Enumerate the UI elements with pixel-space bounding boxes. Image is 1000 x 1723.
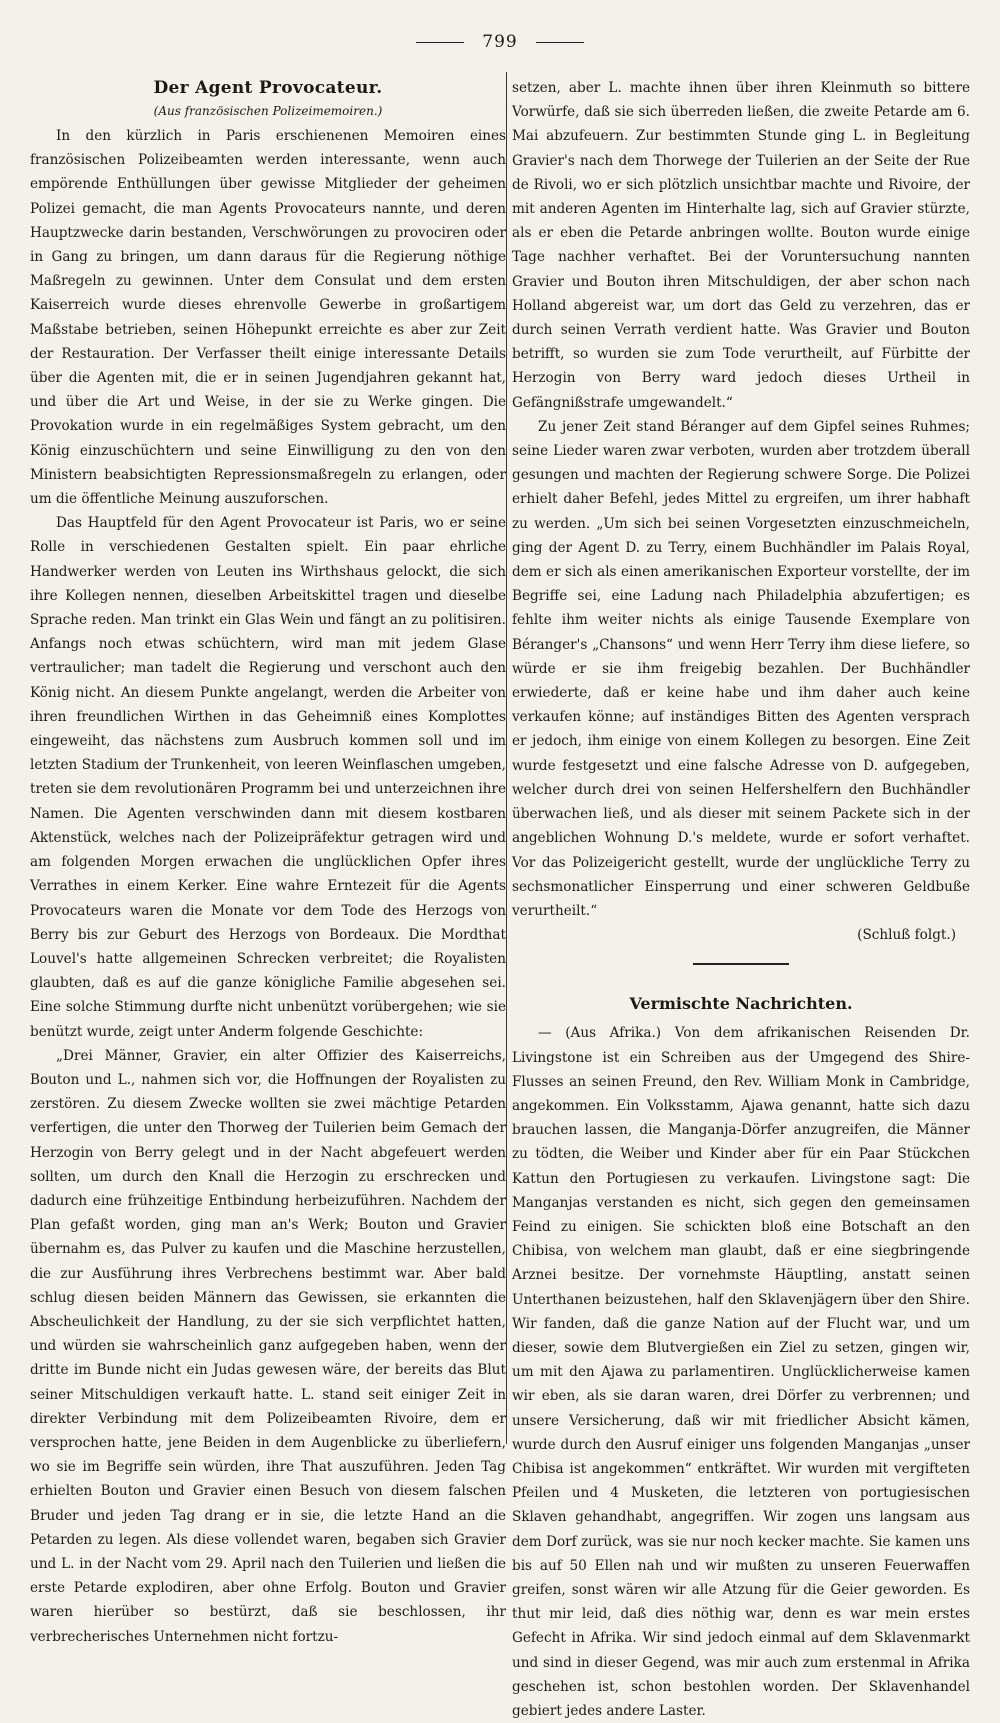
article-title: Der Agent Provocateur. <box>153 78 383 98</box>
page-number: 799 <box>482 32 518 52</box>
article-paragraph: In den kürzlich in Paris erschienenen Memoiren eines französischen Polizeibeamten werden interessante, wenn auch empörende Enthüllungen über gewisse Mitglieder der geheimen Polizei gemacht, die man Agents Provocateurs nannte, und deren Hauptzwecke darin bestanden, Verschwörungen zu provociren oder in Gang zu bringen, um dann daraus für die Regierung nöthige Maßregeln zu gewinnen. Unter dem Consulat und dem ersten Kaiserreich wurde dieses ehrenvolle Gewerbe in großartigem Maßstabe betrieben, seinen Höhepunkt erreichte es aber zur Zeit der Restauration. Der Verfasser theilt einige interessante Details über die Agenten mit, die er in seinen Jugendjahren gekannt hat, und über die Art und Weise, in der sie zu Werke gingen. Die Provokation wurde in ein regelmäßiges System gebracht, um den König einzuschüchtern und seine Einwilligung zu den von den Ministern beabsichtigten Repressionsmaßregeln zu erlangen, oder um die öffentliche Meinung auszuforschen. <box>30 128 506 508</box>
news-paragraph: — (Aus Afrika.) Von dem afrikanischen Reisenden Dr. Livingstone ist ein Schreiben aus der Umgegend des Shire-Flusses an seinen Freund, den Rev. William Monk in Cambridge, angekommen. Ein Volksstamm, Ajawa genannt, hatte sich dazu brauchen lassen, die Manganja-Dörfer anzugreifen, die Männer zu tödten, die Weiber und Kinder aber für ein Paar Stückchen Kattun den Portugiesen zu verkaufen. Livingstone sagt: Die Manganjas verstanden es nicht, sich gegen den gemeinsamen Feind zu einigen. Sie schickten bloß eine Botschaft an den Chibisa, von welchem man glaubt, daß er eine siegbringende Arznei besitze. Der vornehmste Häuptling, anstatt seinen Unterthanen beizustehen, half den Sklavenjägern über den Shire. Wir fanden, daß die ganze Nation auf der Flucht war, und um dieser, sowie dem Blutvergießen ein Ziel zu setzen, gingen wir, um mit den Ajawa zu parlamentiren. Unglücklicherweise kamen wir eben, als sie daran waren, drei Dörfer zu verbrennen; und unsere Versicherung, daß wir mit friedlicher Absicht kämen, wurde durch den Ausruf einiger uns folgenden Manganjas „unser Chibisa ist angekommen“ entkräftet. Wir wurden mit vergifteten Pfeilen und 4 Musketen, die letzteren von portugiesischen Sklaven gehandhabt, angegriffen. Wir zogen uns langsam aus dem Dorf zurück, was sie nur noch kecker machte. Sie kamen uns bis auf 50 Ellen nah und wir mußten zu unseren Feuerwaffen greifen, sonst wären wir alle Atzung für die Geier geworden. Es thut mir leid, daß dies nöthig war, denn es war mein erstes Gefecht in Afrika. Wir sind jedoch einmal auf dem Sklavenmarkt und sind in dieser Gegend, was mir auch zum erstenmal in Afrika geschehen ist, schon bestohlen worden. Der Sklavenhandel gebiert jedes andere Laster. <box>512 1025 970 1719</box>
page-header <box>0 30 1000 54</box>
column-divider <box>506 72 507 1444</box>
left-column <box>30 76 506 1649</box>
header-rule-right <box>536 42 584 43</box>
article-paragraph: Das Hauptfeld für den Agent Provocateur ist Paris, wo er seine Rolle in verschiedenen Gestalten spielt. Ein paar ehrliche Handwerker werden von Leuten ins Wirthshaus gelockt, die sich ihre Kollegen nennen, dieselben Arbeitskittel tragen und dieselbe Sprache reden. Man trinkt ein Glas Wein und fängt an zu politisiren. Anfangs noch etwas schüchtern, wird man mit jedem Glase vertraulicher; man tadelt die Regierung und verschont auch den König nicht. An diesem Punkte angelangt, werden die Arbeiter von ihren freundlichen Wirthen in das Geheimniß eines Komplottes eingeweiht, das nächstens zum Ausbruch kommen soll und im letzten Stadium der Trunkenheit, von leeren Weinflaschen umgeben, treten sie dem revolutionären Programm bei und unterzeichnen ihre Namen. Die Agenten verschwinden dann mit diesem kostbaren Aktenstück, welches nach der Polizeipräfektur getragen wird und am folgenden Morgen erwachen die unglücklichen Opfer ihres Verrathes in einem Kerker. Eine wahre Erntezeit für die Agents Provocateurs waren die Monate vor dem Tode des Herzogs von Berry bis zur Geburt des Herzogs von Bordeaux. Die Mordthat Louvel's hatte allgemeinen Schrecken verbreitet; die Royalisten glaubten, daß es auf die ganze königliche Familie abgesehen sei. Eine solche Stimmung durfte nicht unbenützt vorübergehen; wie sie benützt wurde, zeigt unter Anderm folgende Geschichte: <box>30 515 506 1040</box>
section-divider <box>693 963 789 965</box>
continued-note-row <box>512 923 970 947</box>
right-column <box>512 76 970 1723</box>
header-rule-left <box>416 42 464 43</box>
section-title: Vermischte Nachrichten. <box>629 994 853 1014</box>
article-subtitle: (Aus französischen Polizeimemoiren.) <box>153 104 383 118</box>
continued-note: (Schluß folgt.) <box>857 927 956 944</box>
article-paragraph: Zu jener Zeit stand Béranger auf dem Gipfel seines Ruhmes; seine Lieder waren zwar verboten, wurden aber trotzdem überall gesungen und machten der Regierung schwere Sorge. Die Polizei erhielt daher Befehl, jedes Mittel zu ergreifen, um ihrer habhaft zu werden. „Um sich bei seinen Vorgesetzten einzuschmeicheln, ging der Agent D. zu Terry, einem Buchhändler im Palais Royal, dem er sich als einen amerikanischen Exporteur vorstellte, der im Begriffe sei, eine Ladung nach Philadelphia abzufertigen; es fehlte ihm weiter nichts als einige Tausende Exemplare von Béranger's „Chansons“ und wenn Herr Terry ihm diese liefere, so würde er sie ihm freigebig bezahlen. Der Buchhändler erwiederte, daß er keine habe und ihm daher auch keine verkaufen könne; auf inständiges Bitten des Agenten versprach er jedoch, ihm einige von einem Kollegen zu besorgen. Eine Zeit wurde festgesetzt und eine falsche Adresse von D. aufgegeben, welcher durch drei von seinen Helfershelfern den Buchhändler überwachen ließ, und als dieser mit seinem Packete sich in der angeblichen Wohnung D.'s meldete, wurde er sofort verhaftet. Vor das Polizeigericht gestellt, wurde der unglückliche Terry zu sechsmonatlicher Einsperrung und einer schweren Geldbuße verurtheilt.“ <box>512 418 970 919</box>
article-paragraph-continued: setzen, aber L. machte ihnen über ihren Kleinmuth so bittere Vorwürfe, daß sie sich überreden ließen, die zweite Petarde am 6. Mai abzufeuern. Zur bestimmten Stunde ging L. in Begleitung Gravier's nach dem Thorwege der Tuilerien an der Seite der Rue de Rivoli, wo er sich plötzlich unsichtbar machte und Rivoire, der mit anderen Agenten im Hinterhalte lag, sich auf Gravier stürzte, als er eben die Petarde anbringen wollte. Bouton wurde einige Tage nachher verhaftet. Bei der Voruntersuchung nannten Gravier und Bouton ihren Mitschuldigen, der aber schon nach Holland abgereist war, um dort das Geld zu verzehren, das er durch seinen Verrath verdient hatte. Was Gravier und Bouton betrifft, so wurden sie zum Tode verurtheilt, auf Fürbitte der Herzogin von Berry ward jedoch dieses Urtheil in Gefängnißstrafe umgewandelt.“ <box>512 80 970 411</box>
article-paragraph: „Drei Männer, Gravier, ein alter Offizier des Kaiserreichs, Bouton und L., nahmen sich vor, die Hoffnungen der Royalisten zu zerstören. Zu diesem Zwecke wollten sie zwei mächtige Petarden verfertigen, die unter den Thorweg der Tuilerien beim Gemach der Herzogin von Berry gelegt und in der Nacht abgefeuert werden sollten, um durch den Knall die Herzogin zu erschrecken und dadurch eine frühzeitige Entbindung herbeizuführen. Nachdem der Plan gefaßt worden, ging man an's Werk; Bouton und Gravier übernahm es, das Pulver zu kaufen und die Maschine herzustellen, die zur Ausführung ihres Verbrechens bestimmt war. Aber bald schlug diesen beiden Männern das Gewissen, sie erkannten die Abscheulichkeit der Handlung, zu der sie sich verpflichtet hatten, und würden sie wahrscheinlich ganz aufgegeben haben, wenn der dritte im Bunde nicht ein Judas gewesen wäre, der bereits das Blut seiner Mitschuldigen verkauft hatte. L. stand seit einiger Zeit in direkter Verbindung mit dem Polizeibeamten Rivoire, dem er versprochen hatte, jene Beiden in dem Augenblicke zu überliefern, wo sie im Begriffe sein würden, ihre That auszuführen. Jeden Tag erhielten Bouton und Gravier einen Besuch von diesem falschen Bruder und jeden Tag drang er in sie, die letzte Hand an die Petarden zu legen. Als diese vollendet waren, begaben sich Gravier und L. in der Nacht vom 29. April nach den Tuilerien und ließen die erste Petarde explodiren, aber ohne Erfolg. Bouton und Gravier waren hierüber so bestürzt, daß sie beschlossen, ihr verbrecherisches Unternehmen nicht fortzu- <box>30 1047 506 1645</box>
